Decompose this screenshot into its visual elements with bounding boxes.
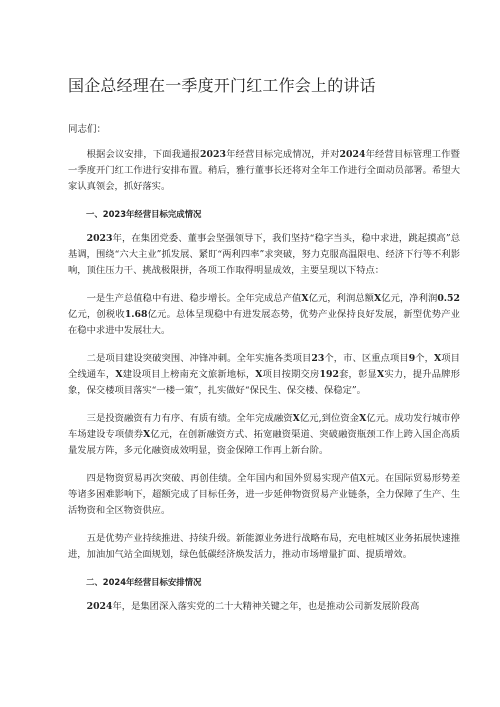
text-run-bold: X bbox=[434, 353, 442, 364]
text-run: 项目全线通车， bbox=[68, 353, 460, 380]
section-heading-2: 二、2024年经营目标安排情况 bbox=[86, 577, 202, 587]
paragraph-industry: 五是优势产业持续推进、持续升级。新能源业务进行战略布局，充电桩城区业务拓展快速推进，加油加气站全面规划，绿色低碳经济焕发活力，推动市场增量扩面、提质增效。 bbox=[68, 533, 460, 560]
text-run: 亿元，在创新融资方式、拓宽融资渠道、突破融资瓶颈工作上跨入国企高质量发展方阵，多元化融资成效明显，资金保障工作再上新台阶。 bbox=[68, 429, 460, 456]
text-run: 年经营目标管理工作暨一季度开门红工作进行安排布置。稍后，雅行董事长还将对全年工作进行全面动员部署。希望大家认真领会，抓好落实。 bbox=[68, 149, 460, 192]
text-run-bold: 2023 bbox=[200, 149, 226, 160]
text-run-bold: X bbox=[292, 413, 300, 424]
document-title: 国企总经理在一季度开门红工作会上的讲话 bbox=[68, 76, 376, 95]
text-run: 年，是集团深入落实党的二十大精神关键之年，也是推动公司新发展阶段高 bbox=[112, 601, 420, 612]
text-run-bold: X bbox=[374, 293, 382, 304]
text-run-bold: X bbox=[376, 369, 385, 380]
text-run: 一是生产总值稳中有进、稳步增长。全年完成总产值 bbox=[86, 293, 302, 304]
text-run: 年，在集团党委、董事会坚强领导下，我们坚持“稳字当头，稳中求进，跳起摸高”总基调，围绕“六大主业”抓发展、紧盯“两利四率”求突破，努力克服高温限电、经济下行等不利影响，顶住压力干、挑战极限拼，各项工作取得明显成效，主要呈现以下特点： bbox=[68, 233, 460, 276]
paragraph-2024 bbox=[68, 599, 460, 615]
text-run: 建设项目上榜南充文旅新地标， bbox=[122, 369, 256, 380]
text-run: 实力，提升品牌形象，保交楼项目落实“一楼一策”，扎实做好“保民生、保交楼、保稳定”。 bbox=[68, 369, 460, 396]
text-run-bold: 23 bbox=[311, 353, 325, 364]
section-heading-1: 一、2023年经营目标完成情况 bbox=[86, 209, 202, 219]
text-run: 亿元,到位资金 bbox=[299, 413, 360, 424]
text-run-bold: X bbox=[143, 429, 151, 440]
text-run: 个，市、区重点项目 bbox=[324, 353, 409, 364]
text-run: 年经营目标完成情况，并对 bbox=[225, 149, 340, 160]
salutation: 同志们： bbox=[68, 124, 107, 135]
text-run-bold: 192 bbox=[319, 369, 339, 380]
text-run-bold: 9 bbox=[408, 353, 416, 364]
text-run: 亿元，净利润 bbox=[381, 293, 438, 304]
paragraph-production bbox=[68, 291, 460, 339]
text-run: 亿元，利润总额 bbox=[308, 293, 375, 304]
text-run: 项目按期交房 bbox=[262, 369, 320, 380]
text-run-bold: X bbox=[115, 369, 123, 380]
text-run-bold: X bbox=[359, 413, 367, 424]
paragraph-trade: 四是物资贸易再次突破、再创佳绩。全年国内和国外贸易实现产值X元。在国际贸易形势差等诸多困难影响下，超额完成了目标任务，进一步延伸物资贸易产业链条，全力保障了生产、生活物资和全区物资供应。 bbox=[68, 473, 460, 516]
text-run: 二是项目建设突破突围、冲锋冲刺。全年实施各类项目 bbox=[86, 353, 312, 364]
text-run-bold: X bbox=[301, 293, 309, 304]
text-run: 套，彰显 bbox=[338, 369, 377, 380]
paragraph-summary bbox=[68, 231, 460, 279]
paragraph-projects bbox=[68, 351, 460, 399]
text-run-bold: 2024 bbox=[339, 149, 366, 160]
text-run-bold: X bbox=[255, 369, 263, 380]
text-run-bold: 2023 bbox=[86, 233, 113, 244]
text-run: 亿元，创税收 bbox=[68, 309, 125, 320]
text-run: 亿元。总体呈现稳中有进发展态势，优势产业保持良好发展，新型优势产业在稳中求进中发展壮大。 bbox=[68, 309, 460, 336]
intro-paragraph bbox=[68, 147, 460, 195]
text-run: 根据会议安排，下面我通报 bbox=[86, 149, 201, 160]
text-run: 三是投资融资有力有序、有质有绩。全年完成融资 bbox=[86, 413, 293, 424]
text-run-bold: 1.68 bbox=[124, 309, 148, 320]
text-run: 个， bbox=[415, 353, 435, 364]
text-run-bold: 0.52 bbox=[437, 293, 460, 304]
paragraph-financing bbox=[68, 411, 460, 459]
text-run: 亿元。成功发行城市停车场建设专项债券 bbox=[68, 413, 460, 440]
text-run-bold: 2024 bbox=[86, 601, 113, 612]
